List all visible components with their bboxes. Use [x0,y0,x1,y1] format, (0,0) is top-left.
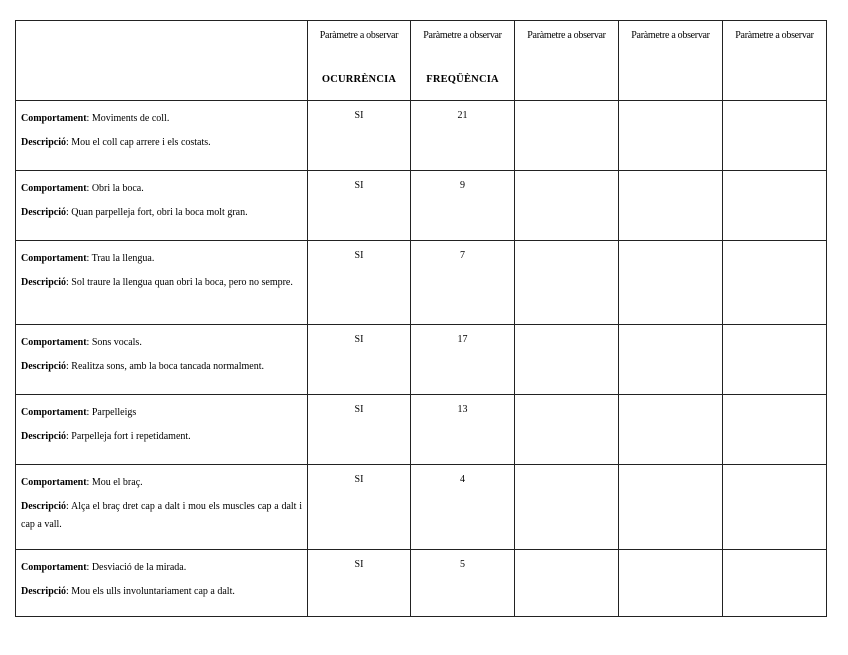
empty-cell [515,550,619,617]
frequencia-cell: 7 [411,241,515,325]
comportament-label: Comportament [21,562,87,573]
comportament-label: Comportament [21,253,87,264]
empty-cell [515,241,619,325]
table-row [16,550,827,617]
descripcio-text: : Mou el coll cap arrere i els costats. [66,137,211,148]
empty-cell [515,101,619,171]
empty-cell [619,101,723,171]
descripcio-label: Descripció [21,137,66,148]
header-ocurrencia-cell [308,21,411,101]
descripcio-line [21,204,302,222]
empty-cell [723,101,827,171]
comportament-text: : Obri la boca. [86,183,144,194]
observation-table [15,20,827,617]
behavior-cell [16,241,308,325]
empty-cell [515,325,619,395]
comportament-label: Comportament [21,477,87,488]
header-frequencia-cell [411,21,515,101]
ocurrencia-cell: SI [308,101,411,171]
comportament-label: Comportament [21,337,87,348]
ocurrencia-cell: SI [308,550,411,617]
empty-cell [723,171,827,241]
behavior-cell [16,101,308,171]
frequencia-cell: 9 [411,171,515,241]
frequencia-cell: 13 [411,395,515,465]
behavior-cell [16,171,308,241]
param-label: Paràmetre a observar [319,30,399,41]
table-row [16,101,827,171]
comportament-line [21,559,302,577]
descripcio-label: Descripció [21,501,66,512]
comportament-text: : Sons vocals. [86,337,142,348]
table-row [16,241,827,325]
header-param-cell [619,21,723,101]
descripcio-text: : Realitza sons, amb la boca tancada normalment. [66,361,264,372]
behavior-cell [16,550,308,617]
comportament-text: : Trau la llengua. [86,253,155,264]
descripcio-label: Descripció [21,586,66,597]
comportament-line [21,404,302,422]
ocurrencia-cell: SI [308,325,411,395]
descripcio-text: : Parpelleja fort i repetidament. [66,431,191,442]
comportament-text: : Desviació de la mirada. [86,562,187,573]
empty-cell [723,241,827,325]
frequencia-cell: 4 [411,465,515,550]
behavior-cell [16,325,308,395]
table-row [16,465,827,550]
empty-cell [515,395,619,465]
descripcio-text: : Quan parpelleja fort, obri la boca molt gran. [66,207,248,218]
descripcio-line [21,134,302,152]
descripcio-label: Descripció [21,361,66,372]
descripcio-text: : Alça el braç dret cap a dalt i mou els muscles cap a dalt i cap a vall. [21,501,302,530]
comportament-label: Comportament [21,183,87,194]
frequencia-cell: 21 [411,101,515,171]
descripcio-line [21,498,302,534]
empty-cell [619,395,723,465]
table-row [16,325,827,395]
descripcio-label: Descripció [21,277,66,288]
comportament-line [21,180,302,198]
table-row [16,395,827,465]
header-empty-cell [16,21,308,101]
comportament-line [21,474,302,492]
ocurrencia-cell: SI [308,171,411,241]
behavior-cell [16,395,308,465]
descripcio-label: Descripció [21,207,66,218]
empty-cell [723,325,827,395]
empty-cell [723,465,827,550]
descripcio-line [21,583,302,601]
descripcio-line [21,274,302,292]
empty-cell [619,325,723,395]
ocurrencia-label: OCURRÈNCIA [321,74,397,85]
descripcio-label: Descripció [21,431,66,442]
header-param-cell [723,21,827,101]
comportament-line [21,110,302,128]
behavior-cell [16,465,308,550]
comportament-text: : Mou el braç. [86,477,143,488]
comportament-line [21,250,302,268]
descripcio-text: : Mou els ulls involuntariament cap a dalt. [66,586,235,597]
comportament-label: Comportament [21,407,87,418]
param-label: Paràmetre a observar [423,30,502,41]
comportament-line [21,334,302,352]
frequencia-label: FREQÜÈNCIA [426,74,499,85]
comportament-text: : Moviments de coll. [86,113,170,124]
empty-cell [619,241,723,325]
ocurrencia-cell: SI [308,395,411,465]
empty-cell [515,171,619,241]
empty-cell [619,550,723,617]
frequencia-cell: 17 [411,325,515,395]
empty-cell [723,550,827,617]
empty-cell [619,465,723,550]
header-param-cell [515,21,619,101]
descripcio-line [21,428,302,446]
comportament-label: Comportament [21,113,87,124]
header-row [16,21,827,101]
empty-cell [723,395,827,465]
descripcio-text: : Sol traure la llengua quan obri la boca, pero no sempre. [66,277,293,288]
param-label: Paràmetre a observar [735,30,814,41]
ocurrencia-cell: SI [308,241,411,325]
descripcio-line [21,358,302,376]
param-label: Paràmetre a observar [527,30,606,41]
frequencia-cell: 5 [411,550,515,617]
ocurrencia-cell: SI [308,465,411,550]
comportament-text: : Parpelleigs [86,407,137,418]
param-label: Paràmetre a observar [631,30,710,41]
empty-cell [619,171,723,241]
table-row [16,171,827,241]
empty-cell [515,465,619,550]
